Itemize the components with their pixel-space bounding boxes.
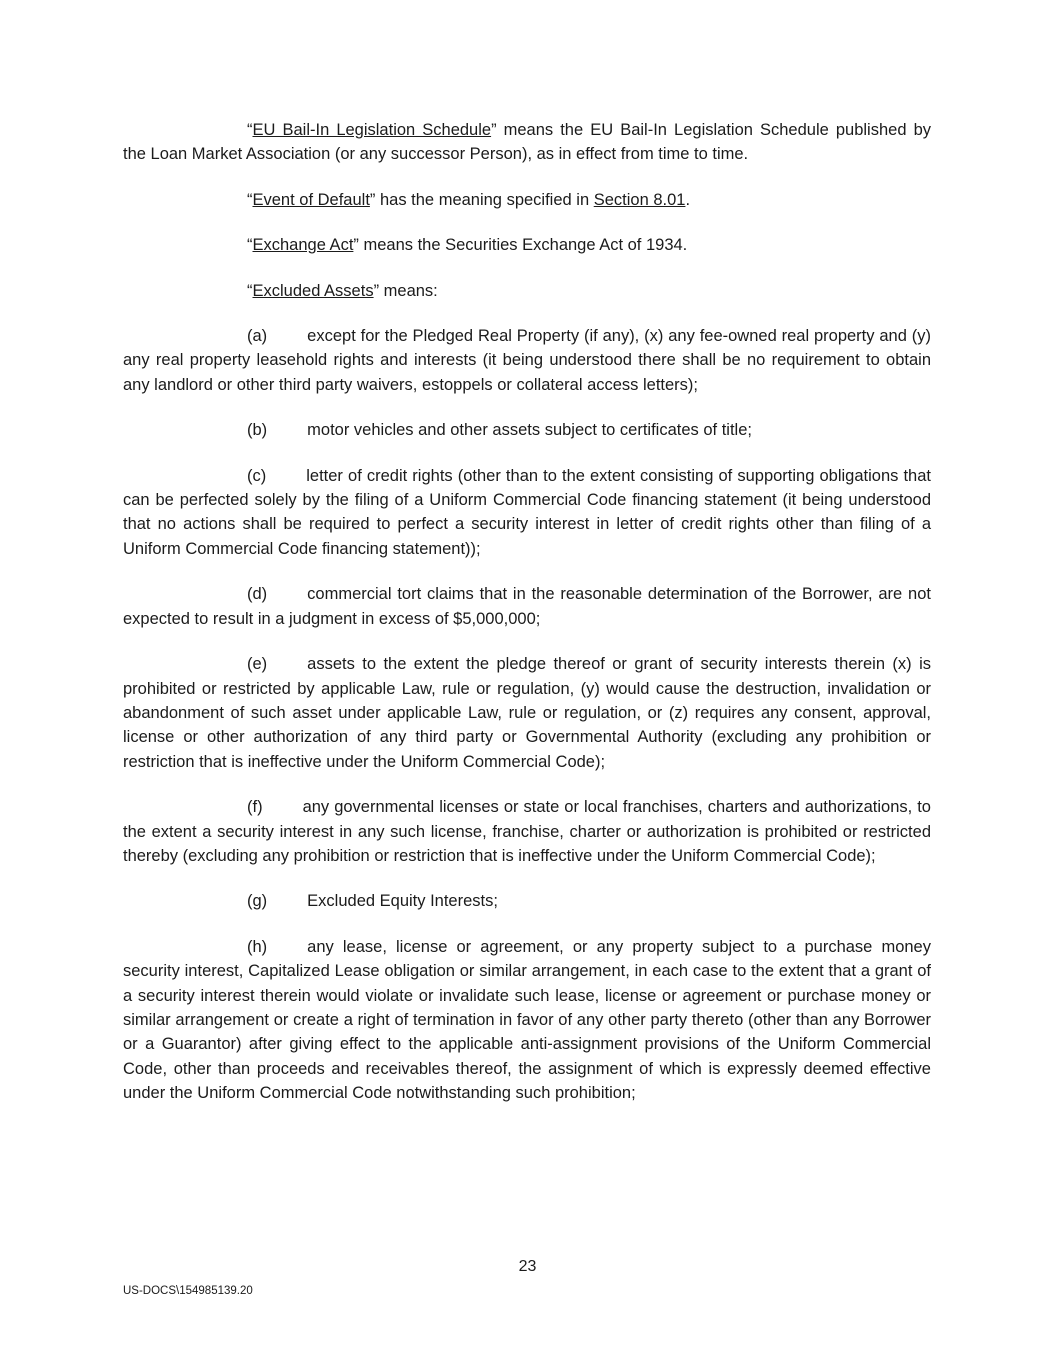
text-segment: commercial tort claims that in the reasonable determination of the Borrower, are not expected to result in a judgment in excess of $5,000,000; xyxy=(123,585,931,628)
text-segment: . xyxy=(685,190,691,209)
page-number: 23 xyxy=(518,1258,537,1275)
excluded-assets-item-e xyxy=(123,652,931,774)
excluded-assets-item-f xyxy=(123,795,931,868)
text-segment: assets to the extent the pledge thereof or grant of security interests therein (x) is prohibited or restricted by applicable Law, rule or regulation, (y) would cause the destruction, invalidation or abandonment of such asset under applicable Law, rule or regulation, or (z) requires any consent, approval, license or other authorization of any third party or Governmental Authority (excluding any prohibition or restriction that is ineffective under the Uniform Commercial Code); xyxy=(123,655,931,771)
text-segment: (c) xyxy=(247,466,267,485)
text-segment: (f) xyxy=(247,798,263,817)
document-id-stamp: US-DOCS\154985139.20 xyxy=(123,1285,253,1297)
excluded-assets-item-h xyxy=(123,935,931,1106)
excluded-assets-item-g xyxy=(123,889,931,913)
text-segment: any lease, license or agreement, or any property subject to a purchase money security interest, Capitalized Lease obligation or similar arrangement, in each case to the extent that a grant of a security interest therein would violate or invalidate such lease, license or agreement or purchase money or similar arrangement or create a right of termination in favor of any other party thereto (other than any Borrower or a Guarantor) after giving effect to the applicable anti-assignment provisions of the Uniform Commercial Code, other than proceeds and receivables thereof, the assignment of which is expressly deemed effective under the Uniform Commercial Code notwithstanding such prohibition; xyxy=(123,937,931,1103)
text-segment: ” means: xyxy=(373,281,438,300)
text-segment: (e) xyxy=(247,655,268,674)
excluded-assets-item-a xyxy=(123,324,931,397)
text-segment: (g) xyxy=(247,892,268,911)
text-segment: Excluded Equity Interests; xyxy=(307,892,498,911)
text-segment: (h) xyxy=(247,937,268,956)
excluded-assets-item-d xyxy=(123,582,931,631)
defined-term: Exchange Act xyxy=(252,236,354,255)
text-segment: any governmental licenses or state or local franchises, charters and authorizations, to the extent a security interest in any such license, franchise, charter or authorization is prohibited or restricted thereby (excluding any prohibition or restriction that is ineffective under the Uniform Commercial Code); xyxy=(123,798,931,865)
text-segment: letter of credit rights (other than to the extent consisting of supporting obligations that can be perfected solely by the filing of a Uniform Commercial Code financing statement (it being understood that no actions shall be required to perfect a security interest in letter of credit rights other than filing of a Uniform Commercial Code financing statement)); xyxy=(123,466,931,558)
text-segment: ” means the EU Bail-In Legislation Schedule published by the Loan Market Association (or any successor Person), as in effect from time to time. xyxy=(123,121,931,164)
text-segment: (a) xyxy=(247,327,268,346)
text-segment: ” means the Securities Exchange Act of 1934. xyxy=(353,236,688,255)
definition-eu-bail-in-legislation-schedule xyxy=(123,118,931,167)
text-segment: “ xyxy=(247,236,253,255)
text-segment: motor vehicles and other assets subject to certificates of title; xyxy=(307,421,752,440)
excluded-assets-item-c xyxy=(123,464,931,562)
definition-exchange-act xyxy=(123,233,931,257)
text-segment: except for the Pledged Real Property (if any), (x) any fee-owned real property and (y) any real property leasehold rights and interests (it being understood there shall be no requirement to obtain any landlord or other third party waivers, estoppels or collateral access letters); xyxy=(123,327,931,394)
definition-excluded-assets-lead-in xyxy=(123,279,931,303)
definition-event-of-default xyxy=(123,188,931,212)
text-segment: (b) xyxy=(247,421,268,440)
text-segment: “ xyxy=(247,121,253,139)
defined-term: Section 8.01 xyxy=(593,190,686,209)
excluded-assets-item-b xyxy=(123,418,931,442)
defined-term: EU Bail-In Legislation Schedule xyxy=(252,121,492,139)
text-segment: (d) xyxy=(247,585,268,604)
text-segment: “ xyxy=(247,190,253,209)
document-body xyxy=(123,118,931,1127)
defined-term: Excluded Assets xyxy=(252,281,374,300)
text-segment: ” has the meaning specified in xyxy=(369,190,594,209)
text-segment: “ xyxy=(247,281,253,300)
defined-term: Event of Default xyxy=(252,190,370,209)
